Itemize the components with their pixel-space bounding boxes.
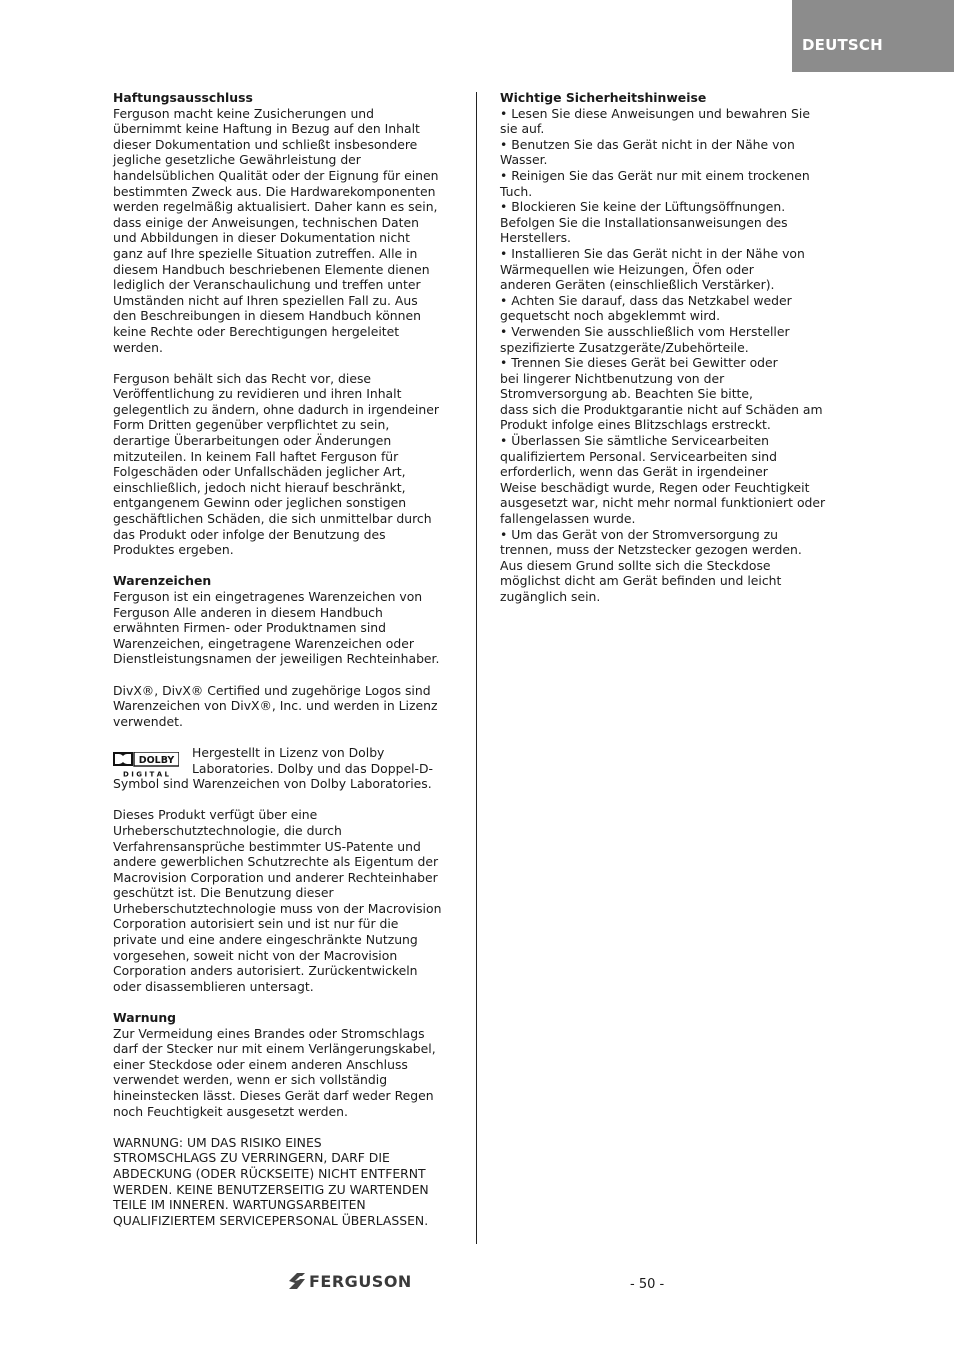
ferguson-logo-text: FERGUSON	[309, 1272, 412, 1291]
disclaimer-paragraph-2: Ferguson behält sich das Recht vor, diese Veröffentlichung zu revidieren und ihren Inhalt gelegentlich zu ändern, ohne dadurch in irgendeiner Form Dritten gegenüber verpflichtet zu sein, derartige Überarbeitungen oder Änderungen mitzuteilen. In keinem Fall haftet Ferguson für Folgeschäden oder Unfallschäden jeglicher Art, einschließlich, jedoch nicht hierauf beschränkt, entgangenem Gewinn oder jeglichen sonstigen geschäftlichen Schäden, die sich unmittelbar durch das Produkt oder infolge der Benutzung des Produktes ergeben.	[113, 370, 439, 558]
safety-item: • Installieren Sie das Gerät nicht in der Nähe von Wärmequellen wie Heizungen, Öfen oder anderen Geräten (einschließlich Verstärker).	[500, 245, 805, 293]
safety-item: • Lesen Sie diese Anweisungen und bewahren Sie sie auf.	[500, 105, 810, 137]
language-tab-label: DEUTSCH	[802, 36, 883, 54]
safety-item: • Reinigen Sie das Gerät nur mit einem trockenen Tuch.	[500, 167, 810, 199]
safety-section	[500, 90, 842, 605]
safety-item: • Um das Gerät von der Stromversorgung zu trennen, muss der Netzstecker gezogen werden. Aus diesem Grund sollte sich die Steckdose möglichst dicht am Gerät befinden und leicht zugänglich sein.	[500, 526, 802, 604]
trademarks-heading: Warenzeichen	[113, 573, 212, 589]
safety-item: • Benutzen Sie das Gerät nicht in der Nähe von Wasser.	[500, 136, 795, 168]
macrovision-paragraph: Dieses Produkt verfügt über eine Urheberschutztechnologie, die durch Verfahrensansprüche bestimmter US-Patente und andere gewerblichen Schutzrechte als Eigentum der Macrovision Corporation und anderer Rechteinhaber geschützt ist. Die Benutzung dieser Urheberschutztechnologie muss von der Macrovision Corporation autorisiert sein und ist nur für die private und eine andere eingeschränkte Nutzung vorgesehen, soweit nicht von der Macrovision Corporation anders autorisiert. Zurückentwickeln oder disassemblieren untersagt.	[113, 807, 442, 994]
divx-paragraph: DivX®, DivX® Certified und zugehörige Logos sind Warenzeichen von DivX®, Inc. und werden in Lizenz verwendet.	[113, 682, 438, 729]
dolby-text: Hergestellt in Lizenz von Dolby Laboratories. Dolby und das Doppel-D-	[192, 744, 434, 776]
left-column	[113, 90, 458, 1244]
safety-item: • Achten Sie darauf, dass das Netzkabel weder gequetscht noch abgeklemmt wird.	[500, 292, 792, 324]
warning-paragraph-1: Zur Vermeidung eines Brandes oder Stromschlags darf der Stecker nur mit einem Verlängerungskabel, einer Steckdose oder einem anderen Anschluss verwendet werden, wenn er sich vollständig hineinstecken lässt. Dieses Gerät darf weder Regen noch Feuchtigkeit ausgesetzt werden.	[113, 1025, 436, 1119]
disclaimer-paragraph-1: Ferguson macht keine Zusicherungen und übernimmt keine Haftung in Bezug auf den Inhalt dieser Dokumentation und schließt insbesondere jegliche gesetzliche Gewährleistung der handelsüblichen Qualität oder der Eignung für einen bestimmten Zweck aus. Die Hardwarekomponenten werden regelmäßig aktualisiert. Daher kann es sein, dass einige der Anweisungen, technischen Daten und Abbildungen in dieser Dokumentation nicht ganz auf Ihre spezielle Situation zutreffen. Alle in diesem Handbuch beschriebenen Elemente dienen lediglich der Veranschaulichung und treffen unter Umständen nicht auf Ihren speziellen Fall zu. Aus den Beschreibungen in diesem Handbuch können keine Rechte oder Berechtigungen hergeleitet werden.	[113, 105, 439, 355]
ferguson-logo	[287, 1270, 435, 1292]
trademarks-paragraph-1: Ferguson ist ein eingetragenes Warenzeichen von Ferguson Alle anderen in diesem Handbuch erwähnten Firmen- oder Produktnamen sind Warenzeichen, eingetragene Warenzeichen oder Dienstleistungsnamen der jeweiligen Rechteinhaber.	[113, 589, 440, 667]
safety-item: • Blockieren Sie keine der Lüftungsöffnungen. Befolgen Sie die Installationsanweisungen des Herstellers.	[500, 199, 788, 246]
dolby-notice	[113, 745, 458, 792]
right-column	[500, 90, 842, 620]
safety-item: • Trennen Sie dieses Gerät bei Gewitter oder bei lingerer Nichtbenutzung von der Stromversorgung ab. Beachten Sie bitte, dass sich die Produktgarantie nicht auf Schäden am Produkt infolge eines Blitzschlags erstreckt.	[500, 355, 823, 433]
safety-item: • Verwenden Sie ausschließlich vom Hersteller spezifizierte Zusatzgeräte/Zubehörteile.	[500, 323, 790, 355]
language-tab	[792, 0, 954, 72]
disclaimer-section	[113, 90, 458, 558]
dolby-digital-logo	[113, 752, 179, 778]
dolby-text-continued: Symbol sind Warenzeichen von Dolby Laboratories.	[113, 776, 432, 792]
warning-section	[113, 1010, 458, 1228]
trademarks-section	[113, 573, 458, 994]
dolby-logo-subtext: D I G I T A L	[122, 770, 170, 778]
dolby-logo-text: DOLBY	[138, 754, 175, 766]
warning-heading: Warnung	[113, 1010, 177, 1026]
safety-heading: Wichtige Sicherheitshinweise	[500, 90, 707, 105]
warning-paragraph-2: WARNUNG: UM DAS RISIKO EINES STROMSCHLAGS ZU VERRINGERN, DARF DIE ABDECKUNG (ODER RÜCKSEITE) NICHT ENTFERNT WERDEN. KEINE BENUTZERSEITIG ZU WARTENDEN TEILE IM INNEREN. WARTUNGSARBEITEN QUALIFIZIERTEM SERVICEPERSONAL ÜBERLASSEN.	[113, 1134, 429, 1228]
column-divider	[476, 92, 477, 1244]
safety-item: • Überlassen Sie sämtliche Servicearbeiten qualifiziertem Personal. Servicearbeiten sind erforderlich, wenn das Gerät in irgendeiner Weise beschädigt wurde, Regen oder Feuchtigkeit ausgesetzt war, nicht mehr normal funktioniert oder fallengelassen wurde.	[500, 433, 826, 527]
disclaimer-heading: Haftungsausschluss	[113, 90, 253, 105]
page-number: - 50 -	[630, 1277, 665, 1292]
